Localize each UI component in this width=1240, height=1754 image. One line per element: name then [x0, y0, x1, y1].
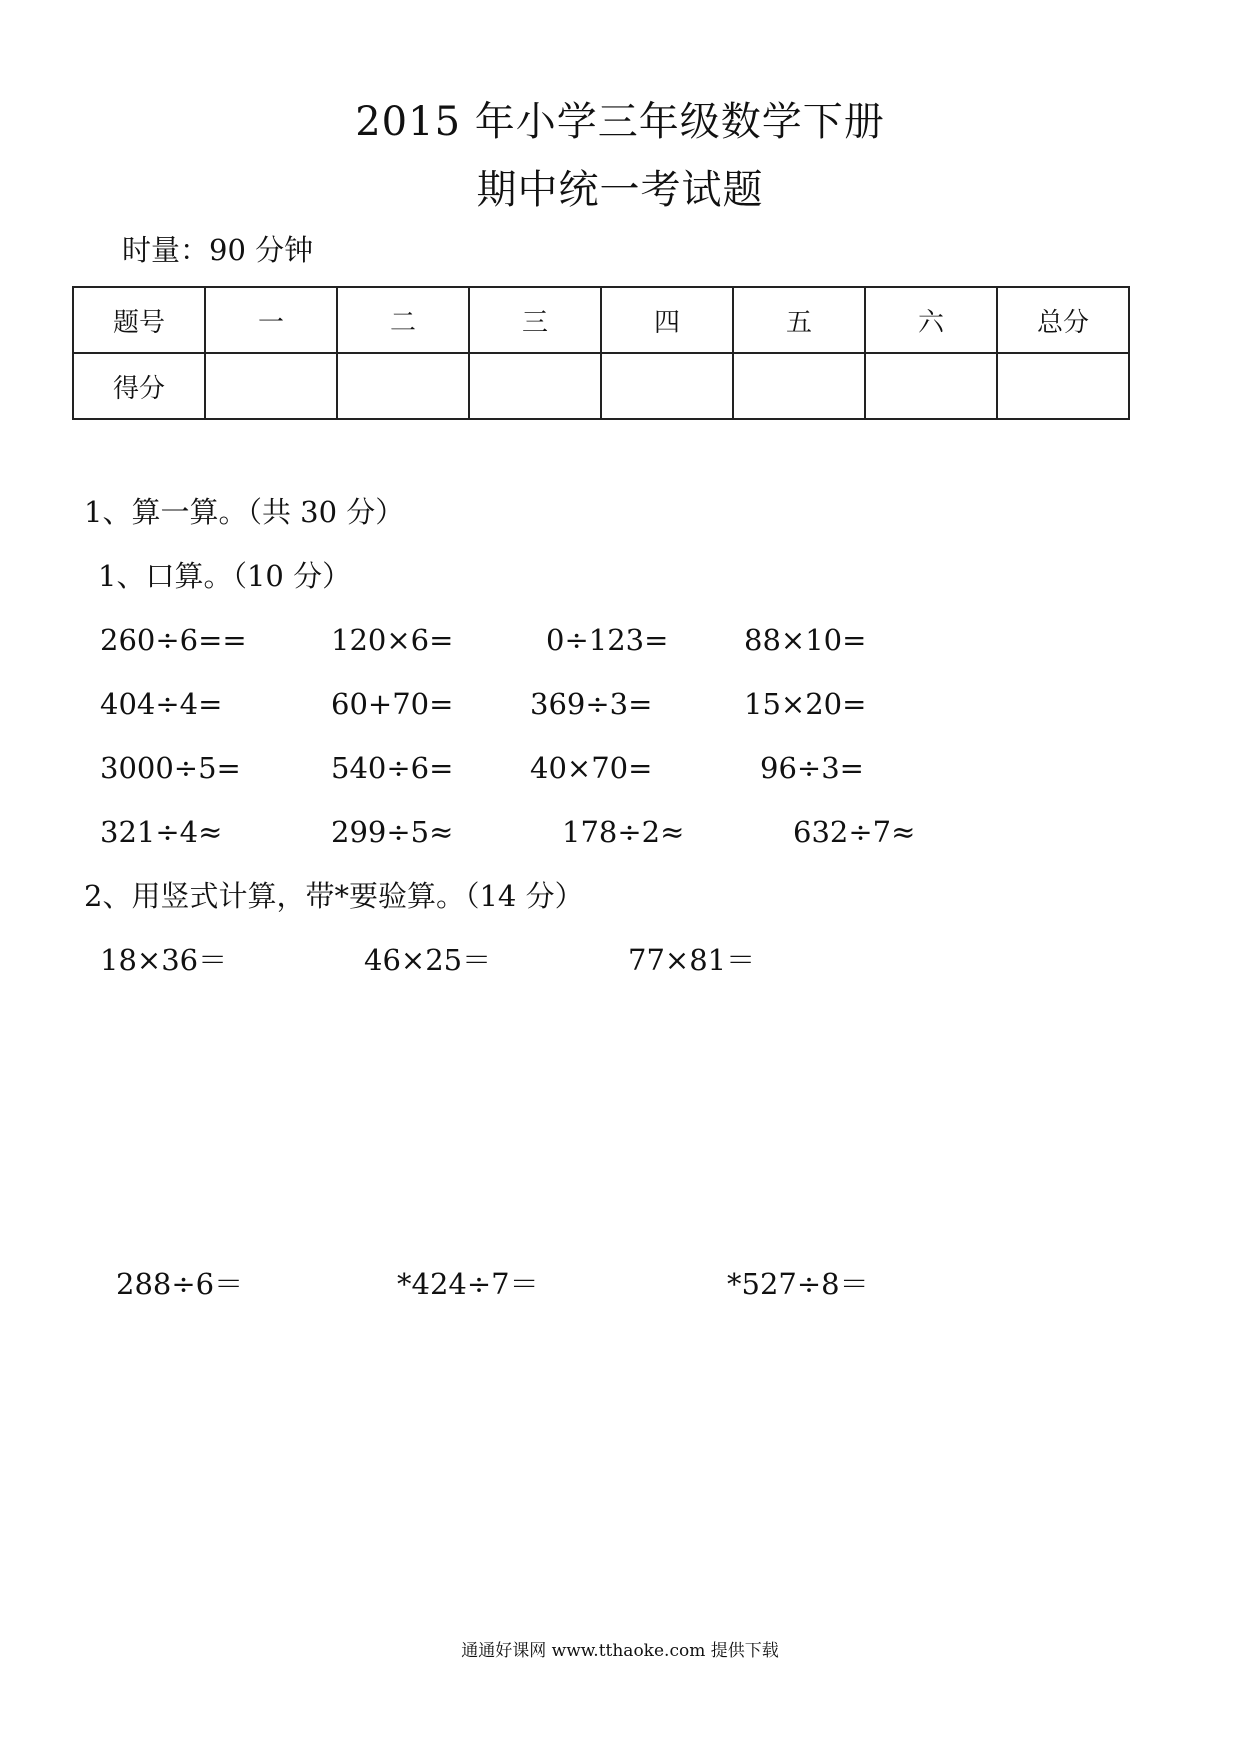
mental-problem: 96÷3= — [760, 751, 864, 785]
vertical-calc-problem: *424÷7＝ — [397, 1267, 539, 1301]
score-table — [72, 286, 1130, 420]
score-cell-1[interactable] — [205, 353, 337, 419]
header-cell-2: 二 — [337, 287, 469, 353]
vertical-calc-problem: 288÷6＝ — [116, 1267, 244, 1301]
header-cell-6: 六 — [865, 287, 997, 353]
score-cell-total[interactable] — [997, 353, 1129, 419]
vertical-calc-problem: *527÷8＝ — [727, 1267, 869, 1301]
score-cell-2[interactable] — [337, 353, 469, 419]
vertical-calc-problem: 77×81＝ — [628, 943, 756, 977]
mental-problem: 178÷2≈ — [562, 815, 685, 849]
score-cell-6[interactable] — [865, 353, 997, 419]
part1-heading: 1、口算。（10 分） — [98, 559, 352, 593]
score-cell-5[interactable] — [733, 353, 865, 419]
exam-title-line1: 2015 年小学三年级数学下册 — [355, 99, 885, 145]
mental-problem: 88×10= — [744, 623, 867, 657]
header-cell-4: 四 — [601, 287, 733, 353]
mental-problem: 540÷6= — [331, 751, 454, 785]
vertical-calc-problem: 46×25＝ — [364, 943, 492, 977]
exam-title-line2: 期中统一考试题 — [476, 167, 764, 213]
mental-problem: 120×6= — [331, 623, 454, 657]
vertical-calc-problem: 18×36＝ — [100, 943, 228, 977]
time-limit: 时量：90 分钟 — [122, 233, 314, 267]
mental-problem: 299÷5≈ — [331, 815, 454, 849]
score-cell-4[interactable] — [601, 353, 733, 419]
mental-problem: 321÷4≈ — [100, 815, 223, 849]
mental-problem: 632÷7≈ — [793, 815, 916, 849]
header-cell-label: 题号 — [73, 287, 205, 353]
mental-problem: 15×20= — [744, 687, 867, 721]
mental-problem: 260÷6== — [100, 623, 247, 657]
header-cell-5: 五 — [733, 287, 865, 353]
mental-problem: 40×70= — [530, 751, 653, 785]
mental-problem: 404÷4= — [100, 687, 223, 721]
mental-problem: 0÷123= — [546, 623, 669, 657]
score-cell-3[interactable] — [469, 353, 601, 419]
header-cell-total: 总分 — [997, 287, 1129, 353]
page-footer: 通通好课网 www.tthaoke.com 提供下载 — [461, 1641, 779, 1661]
mental-problem: 60+70= — [331, 687, 454, 721]
mental-problem: 3000÷5= — [100, 751, 241, 785]
section1-heading: 1、算一算。（共 30 分） — [84, 495, 405, 529]
part2-heading: 2、用竖式计算，带*要验算。（14 分） — [84, 879, 584, 913]
score-table-header-row — [73, 287, 1129, 353]
score-table-score-row — [73, 353, 1129, 419]
mental-problem: 369÷3= — [530, 687, 653, 721]
header-cell-3: 三 — [469, 287, 601, 353]
header-cell-1: 一 — [205, 287, 337, 353]
score-row-label: 得分 — [73, 353, 205, 419]
